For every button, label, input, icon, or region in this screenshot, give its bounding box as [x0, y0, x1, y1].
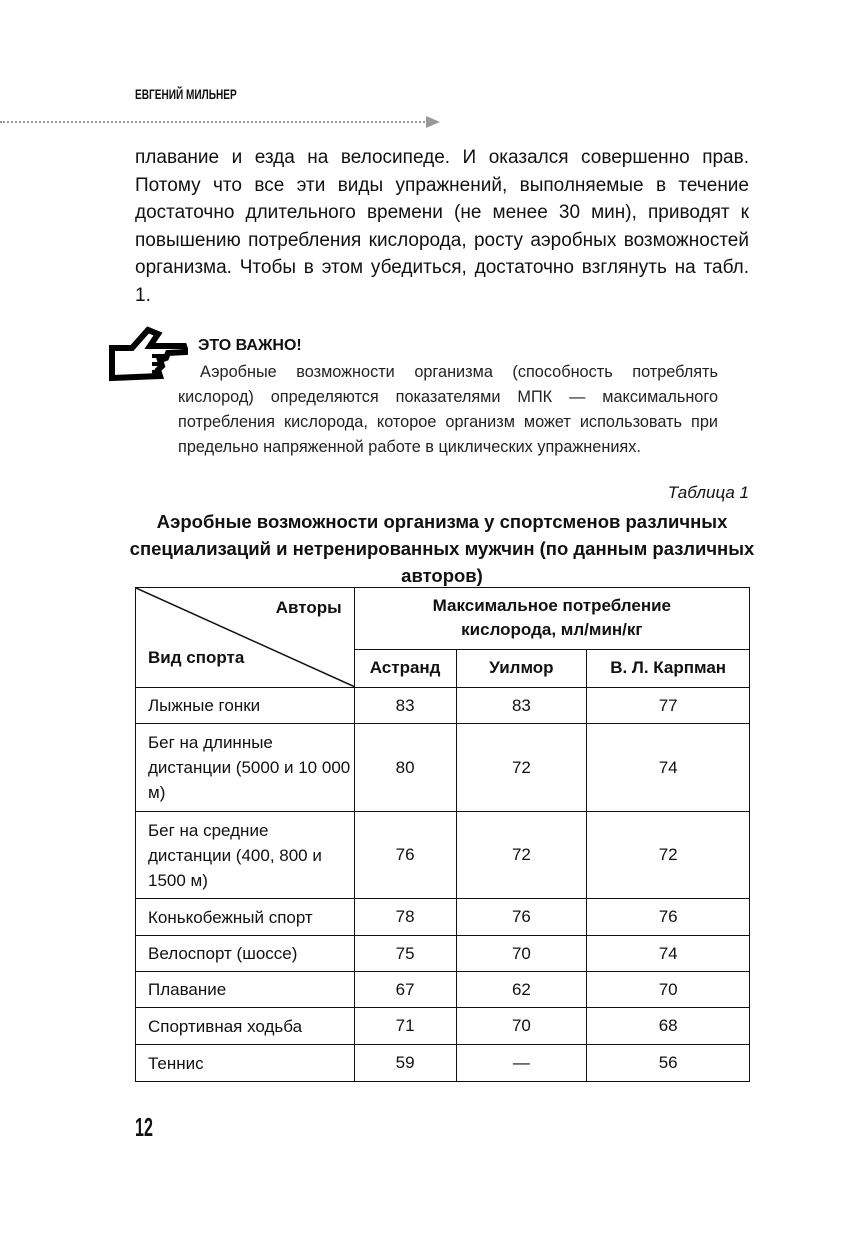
group-header: Максимальное потребление кислорода, мл/мин/кг: [354, 588, 749, 650]
sport-cell: Велоспорт (шоссе): [136, 936, 355, 972]
value-cell: 68: [587, 1008, 750, 1045]
column-header: Астранд: [354, 649, 456, 687]
value-cell: 72: [456, 812, 587, 899]
table-row: [136, 812, 750, 899]
value-cell: 76: [587, 899, 750, 936]
sport-cell: Плавание: [136, 972, 355, 1008]
value-cell: 75: [354, 936, 456, 972]
value-cell: 83: [456, 688, 587, 724]
sport-cell: Лыжные гонки: [136, 688, 355, 724]
pointing-hand-icon: [108, 326, 188, 387]
sport-cell: Теннис: [136, 1045, 355, 1082]
value-cell: 70: [456, 936, 587, 972]
value-cell: 70: [456, 1008, 587, 1045]
authors-label: Авторы: [275, 598, 342, 617]
sport-cell: Бег на средние дистанции (400, 800 и 1500 м): [136, 812, 355, 899]
running-header: ЕВГЕНИЙ МИЛЬНЕР: [135, 86, 237, 102]
value-cell: 71: [354, 1008, 456, 1045]
column-header: Уилмор: [456, 649, 587, 687]
value-cell: 70: [587, 972, 750, 1008]
column-header: В. Л. Карпман: [587, 649, 750, 687]
table-title: Аэробные возможности организма у спортсменов различных специализаций и нетренированных мужчин (по данным различных авторов): [129, 511, 755, 586]
value-cell: 72: [456, 724, 587, 812]
corner-header-cell: [136, 588, 355, 688]
table-row: [136, 1045, 750, 1082]
value-cell: 67: [354, 972, 456, 1008]
value-cell: 83: [354, 688, 456, 724]
value-cell: 74: [587, 724, 750, 812]
table-row: [136, 688, 750, 724]
page-number: 12: [135, 1112, 153, 1142]
value-cell: 62: [456, 972, 587, 1008]
value-cell: 77: [587, 688, 750, 724]
table-row: [136, 972, 750, 1008]
sport-cell: Спортивная ходьба: [136, 1008, 355, 1045]
note-title: ЭТО ВАЖНО!: [198, 337, 302, 354]
dotted-divider: [0, 121, 428, 123]
table-caption: Таблица 1: [667, 483, 749, 502]
data-table: [135, 587, 750, 1082]
value-cell: 78: [354, 899, 456, 936]
table-row: [136, 936, 750, 972]
sport-cell: Бег на длинные дистанции (5000 и 10 000 м): [136, 724, 355, 812]
value-cell: 80: [354, 724, 456, 812]
table-row: [136, 899, 750, 936]
value-cell: 56: [587, 1045, 750, 1082]
sport-cell: Конькобежный спорт: [136, 899, 355, 936]
table-row: [136, 1008, 750, 1045]
value-cell: 76: [354, 812, 456, 899]
arrow-icon: [426, 116, 440, 128]
note-text: Аэробные возможности организма (способность потреблять кислород) определяются показателями МПК — максимального потребления кислорода, которое организм может использовать при предельно напряженной работе в циклических упражнениях.: [178, 363, 718, 456]
sport-label: Вид спорта: [148, 648, 245, 667]
value-cell: —: [456, 1045, 587, 1082]
value-cell: 74: [587, 936, 750, 972]
table-row: [136, 724, 750, 812]
value-cell: 76: [456, 899, 587, 936]
value-cell: 72: [587, 812, 750, 899]
body-paragraph: плавание и езда на велосипеде. И оказался совершенно прав. Потому что все эти виды упражнений, выполняемые в течение достаточно длительного времени (не менее 30 мин), приводят к повышению потребления кислорода, росту аэробных возможностей организма. Чтобы в этом убедиться, достаточно взглянуть на табл. 1.: [135, 147, 749, 306]
value-cell: 59: [354, 1045, 456, 1082]
